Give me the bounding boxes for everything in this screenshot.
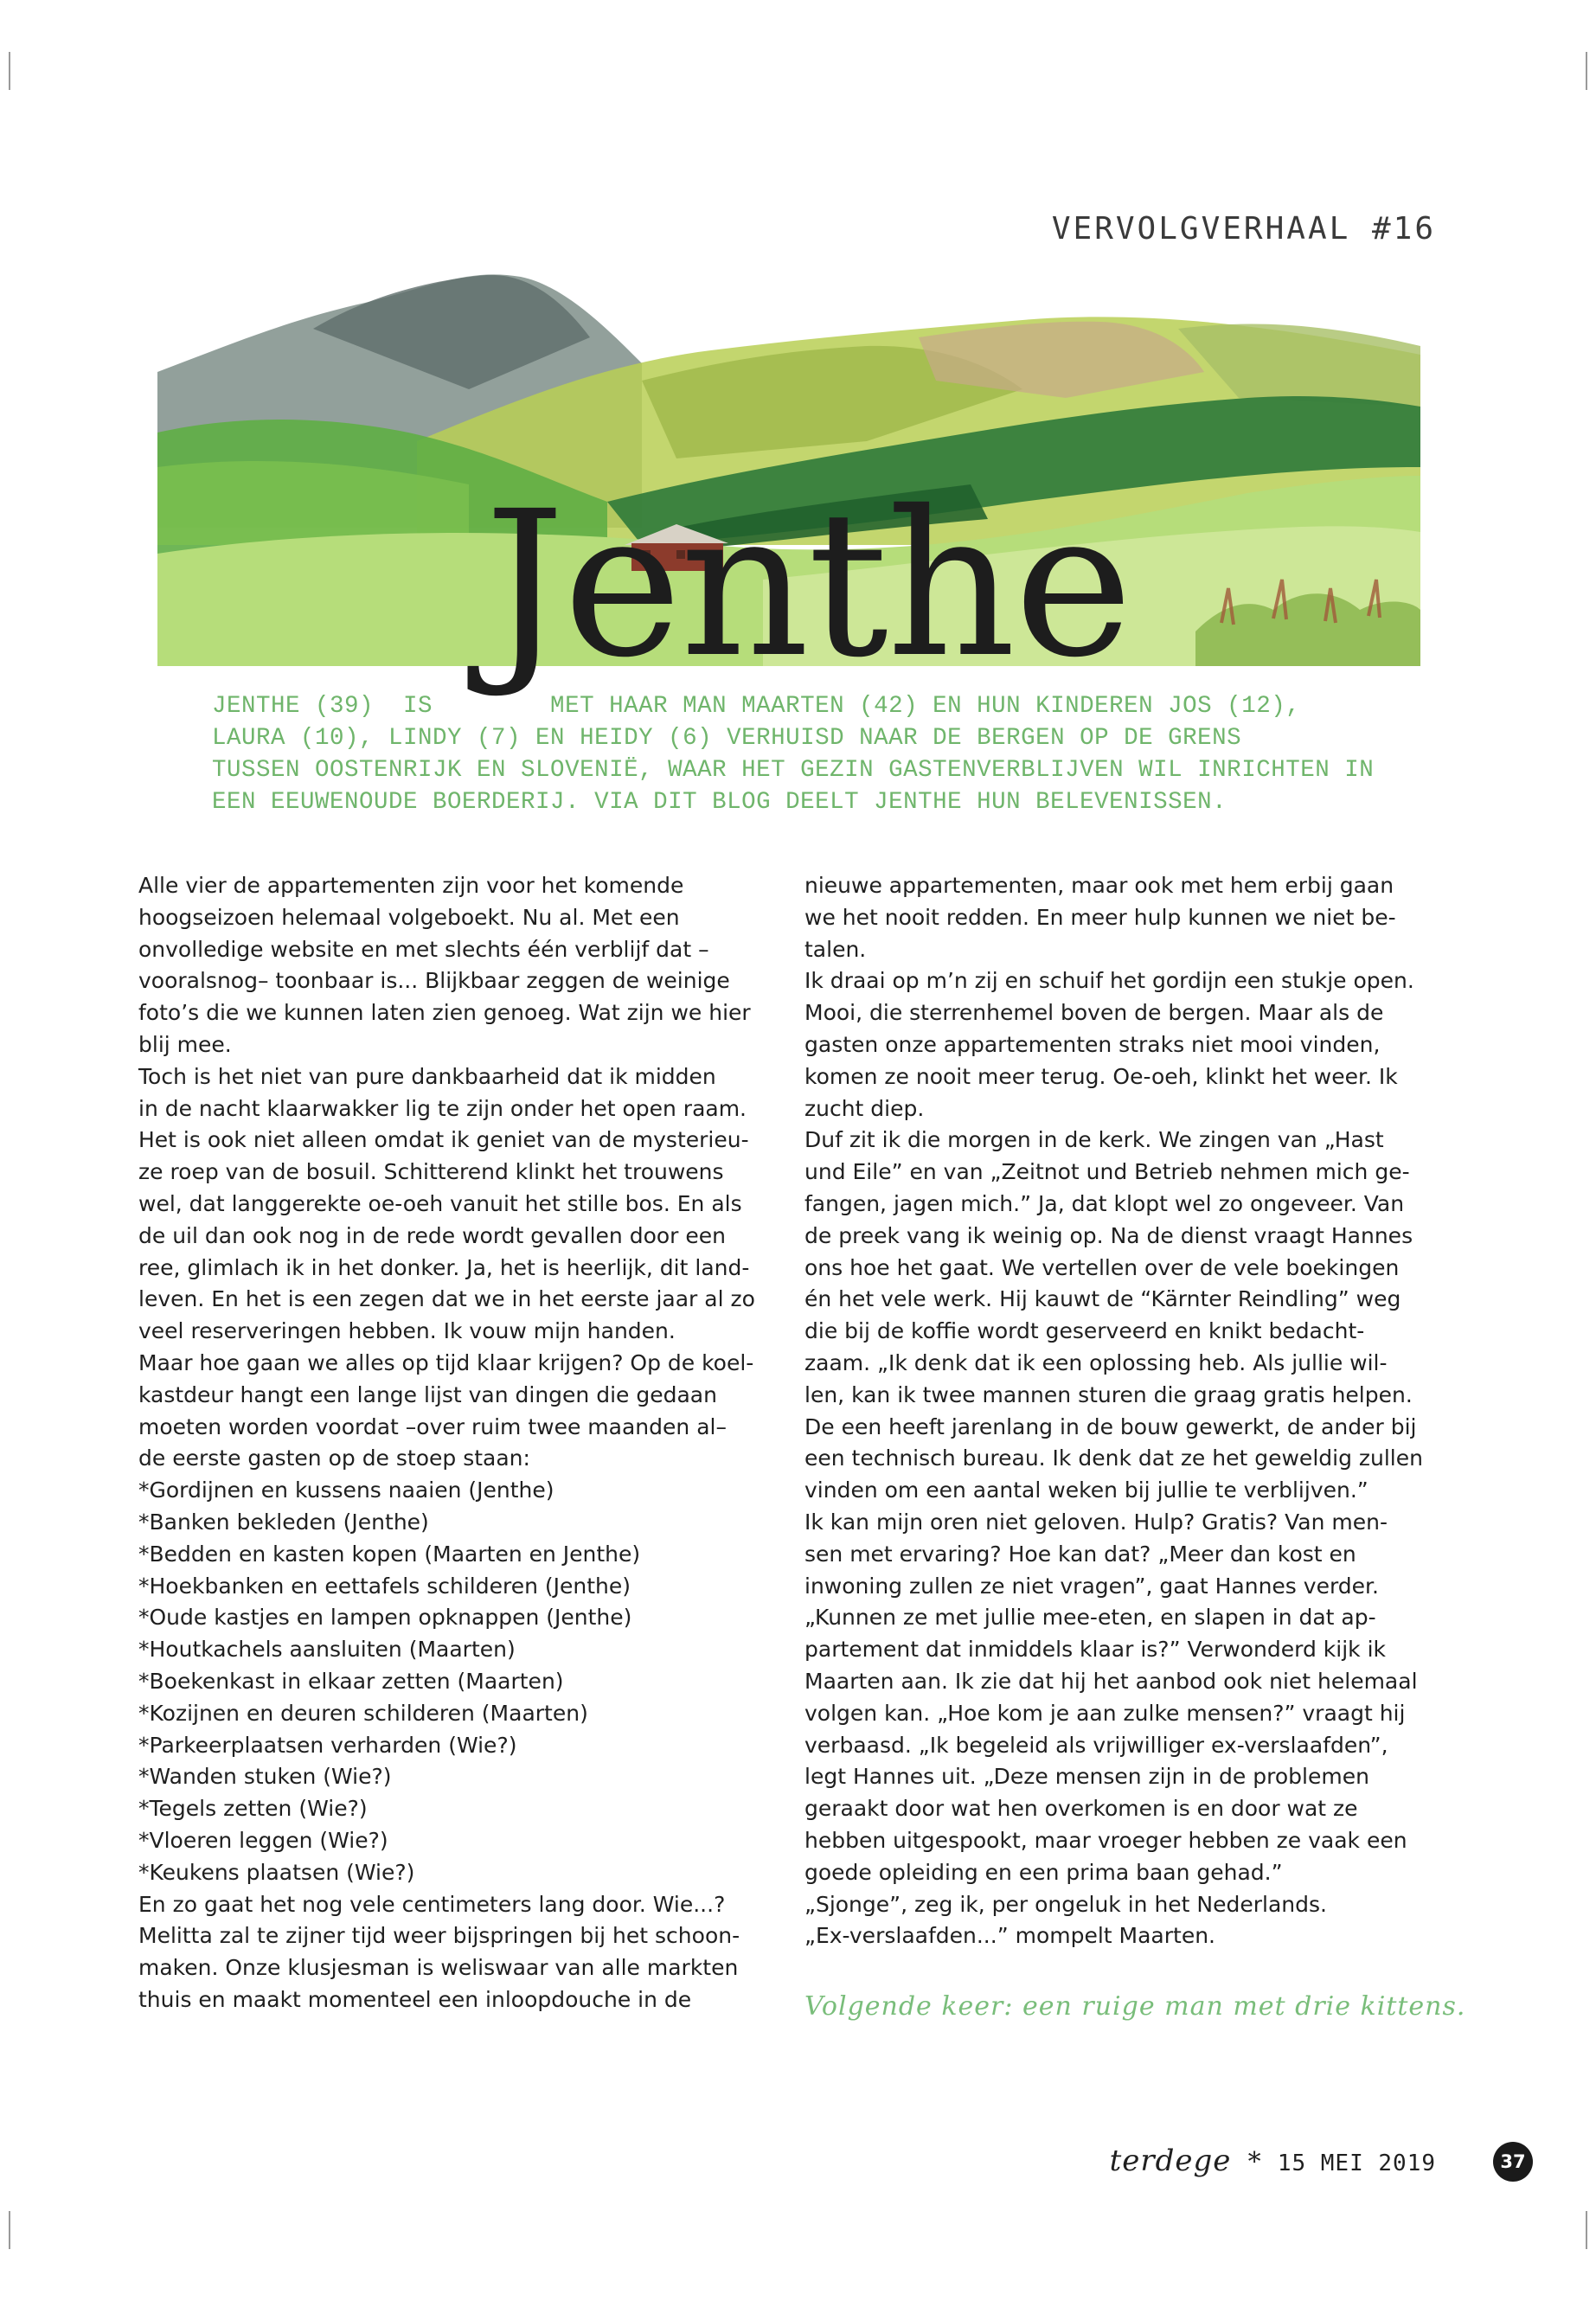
article-line: blij mee. (138, 1031, 232, 1057)
article-line: gasten onze appartementen straks niet mooi vinden, (804, 1031, 1381, 1057)
article-line: len, kan ik twee mannen sturen die graag gratis helpen. (804, 1381, 1413, 1407)
article-line: *Parkeerplaatsen verharden (Wie?) (138, 1732, 517, 1758)
intro-text (212, 690, 1423, 818)
article-column-left (138, 870, 813, 2016)
article-line: Mooi, die sterrenhemel boven de bergen. Maar als de (804, 1000, 1384, 1026)
article-line: Ik kan mijn oren niet geloven. Hulp? Gratis? Van men- (804, 1509, 1388, 1535)
article-line: foto’s die we kunnen laten zien genoeg. Wat zijn we hier (138, 1000, 751, 1026)
article-line: *Keukens plaatsen (Wie?) (138, 1859, 415, 1885)
series-label: VERVOLGVERHAAL #16 (1051, 211, 1436, 247)
intro-line: EEN EEUWENOUDE BOERDERIJ. VIA DIT BLOG DEELT JENTHE HUN BELEVENISSEN. (212, 789, 1227, 816)
article-line: fangen, jagen mich.” Ja, dat klopt wel zo ongeveer. Van (804, 1190, 1405, 1216)
article-line: *Oude kastjes en lampen opknappen (Jenthe) (138, 1605, 632, 1631)
article-line: *Boekenkast in elkaar zetten (Maarten) (138, 1668, 564, 1694)
article-line: *Tegels zetten (Wie?) (138, 1796, 368, 1822)
article-line: we het nooit redden. En meer hulp kunnen we niet be- (804, 904, 1396, 930)
article-line: zaam. „Ik denk dat ik een oplossing heb. Als jullie wil- (804, 1349, 1388, 1375)
article-line: Het is ook niet alleen omdat ik geniet van de mysterieu- (138, 1127, 749, 1153)
article-line: komen ze nooit meer terug. Oe-oeh, klinkt het weer. Ik (804, 1063, 1398, 1089)
article-line: De een heeft jarenlang in de bouw gewerkt, de ander bij (804, 1413, 1417, 1439)
article-line: *Vloeren leggen (Wie?) (138, 1827, 388, 1853)
asterisk-separator: * (1247, 2147, 1261, 2177)
article-line: *Banken bekleden (Jenthe) (138, 1509, 429, 1535)
intro-line: JENTHE (39) IS MET HAAR MAN MAARTEN (42) EN HUN KINDEREN JOS (12), (212, 693, 1301, 720)
article-line: kastdeur hangt een lange lijst van dingen die gedaan (138, 1381, 717, 1407)
article-line: ze roep van de bosuil. Schitterend klinkt het trouwens (138, 1159, 724, 1185)
article-line: de eerste gasten op de stoep staan: (138, 1445, 530, 1471)
article-line: hoogseizoen helemaal volgeboekt. Nu al. Met een (138, 904, 680, 930)
magazine-brand: terdege (1109, 2144, 1232, 2178)
article-line: ree, glimlach ik in het donker. Ja, het is heerlijk, dit land- (138, 1254, 750, 1280)
article-title: Jenthe (484, 468, 1131, 702)
article-line: talen. (804, 936, 867, 962)
article-line: Maar hoe gaan we alles op tijd klaar krijgen? Op de koel- (138, 1349, 754, 1375)
page-footer (865, 2144, 1436, 2178)
article-line: hebben uitgespookt, maar vroeger hebben ze vaak een (804, 1827, 1407, 1853)
crop-mark-top-right (1586, 52, 1587, 90)
article-line: legt Hannes uit. „Deze mensen zijn in de problemen (804, 1764, 1369, 1790)
article-line: partement dat inmiddels klaar is?” Verwonderd kijk ik (804, 1637, 1386, 1663)
article-line: vinden om een aantal weken bij jullie te verblijven.” (804, 1477, 1368, 1503)
article-column-right (804, 870, 1479, 1952)
article-line: „Sjonge”, zeg ik, per ongeluk in het Nederlands. (804, 1891, 1327, 1917)
article-line: de preek vang ik weinig op. Na de dienst vraagt Hannes (804, 1222, 1413, 1248)
article-line: onvolledige website en met slechts één verblijf dat – (138, 936, 709, 962)
issue-date: 15 MEI 2019 (1277, 2150, 1436, 2176)
article-line: Melitta zal te zijner tijd weer bijspringen bij het schoon- (138, 1923, 740, 1949)
article-line: sen met ervaring? Hoe kan dat? „Meer dan kost en (804, 1541, 1356, 1567)
article-line: moeten worden voordat –over ruim twee maanden al– (138, 1413, 727, 1439)
crop-mark-top-left (9, 52, 10, 90)
article-line: inwoning zullen ze niet vragen”, gaat Hannes verder. (804, 1573, 1379, 1599)
article-line: geraakt door wat hen overkomen is en door wat ze (804, 1796, 1358, 1822)
next-episode-teaser: Volgende keer: een ruige man met drie kittens. (804, 1991, 1466, 2022)
article-line: nieuwe appartementen, maar ook met hem erbij gaan (804, 873, 1394, 898)
crop-mark-bottom-right (1586, 2211, 1587, 2249)
article-line: een technisch bureau. Ik denk dat ze het geweldig zullen (804, 1445, 1423, 1471)
article-line: Alle vier de appartementen zijn voor het komende (138, 873, 684, 898)
article-line: Toch is het niet van pure dankbaarheid dat ik midden (138, 1063, 716, 1089)
intro-line: LAURA (10), LINDY (7) EN HEIDY (6) VERHUISD NAAR DE BERGEN OP DE GRENS (212, 725, 1242, 752)
intro-line: TUSSEN OOSTENRIJK EN SLOVENIË, WAAR HET GEZIN GASTENVERBLIJVEN WIL INRICHTEN IN (212, 757, 1375, 784)
article-line: wel, dat langgerekte oe-oeh vanuit het stille bos. En als (138, 1190, 742, 1216)
article-line: goede opleiding en een prima baan gehad.” (804, 1859, 1283, 1885)
article-line: vooralsnog– toonbaar is... Blijkbaar zeggen de weinige (138, 968, 730, 994)
article-line: Ik draai op m’n zij en schuif het gordijn een stukje open. (804, 968, 1414, 994)
article-line: ons hoe het gaat. We vertellen over de vele boekingen (804, 1254, 1400, 1280)
article-line: thuis en maakt momenteel een inloopdouche in de (138, 1986, 692, 2012)
article-line: *Houtkachels aansluiten (Maarten) (138, 1637, 516, 1663)
article-line: leven. En het is een zegen dat we in het eerste jaar al zo (138, 1286, 755, 1312)
article-line: *Wanden stuken (Wie?) (138, 1764, 392, 1790)
article-line: die bij de koffie wordt geserveerd en knikt bedacht- (804, 1318, 1365, 1344)
article-line: En zo gaat het nog vele centimeters lang door. Wie...? (138, 1891, 726, 1917)
article-line: én het vele werk. Hij kauwt de “Kärnter Reindling” weg (804, 1286, 1401, 1312)
article-line: verbaasd. „Ik begeleid als vrijwilliger ex-verslaafden”, (804, 1732, 1388, 1758)
article-line: maken. Onze klusjesman is weliswaar van alle markten (138, 1955, 739, 1981)
crop-mark-bottom-left (9, 2211, 10, 2249)
page-number-badge: 37 (1493, 2142, 1533, 2182)
article-line: *Gordijnen en kussens naaien (Jenthe) (138, 1477, 554, 1503)
article-line: veel reserveringen hebben. Ik vouw mijn handen. (138, 1318, 676, 1344)
article-line: in de nacht klaarwakker lig te zijn onder het open raam. (138, 1095, 747, 1121)
article-line: „Ex-verslaafden...” mompelt Maarten. (804, 1923, 1215, 1949)
article-line: Duf zit ik die morgen in de kerk. We zingen van „Hast (804, 1127, 1384, 1153)
article-line: *Hoekbanken en eettafels schilderen (Jenthe) (138, 1573, 631, 1599)
article-line: volgen kan. „Hoe kom je aan zulke mensen?” vraagt hij (804, 1700, 1406, 1726)
article-line: *Bedden en kasten kopen (Maarten en Jenthe) (138, 1541, 641, 1567)
article-line: zucht diep. (804, 1095, 925, 1121)
article-line: *Kozijnen en deuren schilderen (Maarten) (138, 1700, 588, 1726)
article-line: Maarten aan. Ik zie dat hij het aanbod ook niet helemaal (804, 1668, 1418, 1694)
article-line: „Kunnen ze met jullie mee-eten, en slapen in dat ap- (804, 1605, 1376, 1631)
article-line: und Eile” en van „Zeitnot und Betrieb nehmen mich ge- (804, 1159, 1410, 1185)
article-line: de uil dan ook nog in de rede wordt gevallen door een (138, 1222, 726, 1248)
